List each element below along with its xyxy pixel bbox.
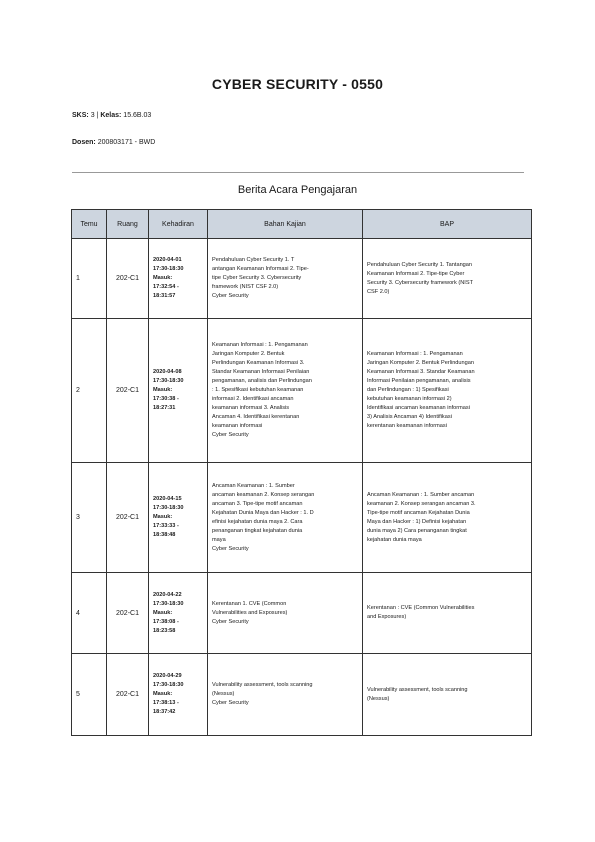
kehadiran-line: 18:37:42 (153, 709, 176, 715)
kehadiran-line: 17:38:13 - (153, 700, 179, 706)
bap-line: Security 3. Cybersecurity framework (NIST (367, 279, 473, 286)
lecturer-meta (72, 139, 155, 146)
bahan-line: Cyber Security (212, 432, 249, 438)
bahan-line: Keamanan Informasi : 1. Pengamanan (212, 342, 308, 348)
table-row (72, 319, 532, 463)
bahan-line: antangan Keamanan Informasi 2. Tipe- (212, 266, 309, 272)
table-row (72, 654, 532, 736)
bahan-line: Cyber Security (212, 700, 249, 706)
bap-line: dan Perlindungan : 1) Spesifikasi (367, 387, 449, 393)
cell-temu: 4 (72, 573, 107, 654)
cell-kehadiran (149, 239, 208, 319)
kehadiran-line: 18:23:58 (153, 627, 176, 634)
cell-kehadiran (149, 319, 208, 463)
cell-bahan-kajian (208, 573, 363, 654)
course-meta (72, 112, 151, 119)
bahan-line: maya (212, 536, 226, 543)
cell-ruang: 202-C1 (107, 239, 149, 319)
course-title: CYBER SECURITY - 0550 (211, 76, 384, 92)
header-bap: BAP (363, 210, 532, 239)
kehadiran-line: 17:38:08 - (153, 618, 179, 625)
bahan-line: Pendahuluan Cyber Security 1. T (212, 257, 295, 263)
kehadiran-line: 2020-04-08 (153, 369, 182, 375)
header-ruang: Ruang (107, 210, 149, 239)
header-bahan-kajian: Bahan Kajian (208, 210, 363, 239)
kehadiran-line: 2020-04-22 (153, 591, 182, 598)
cell-bap (363, 654, 532, 736)
dosen-value: 200803171 - BWD (97, 139, 156, 146)
cell-bahan-kajian (208, 239, 363, 319)
table-row (72, 463, 532, 573)
kehadiran-line: 18:31:57 (153, 293, 176, 299)
bap-line: Tipe-tipe motif ancaman Kejahatan Dunia (367, 509, 470, 516)
bap-line: CSF 2.0) (367, 288, 390, 295)
bap-line: kerentanan keamanan informasi (367, 423, 447, 429)
bap-line: dunia maya 2) Cara penanganan tingkat (367, 527, 467, 534)
kehadiran-line: 2020-04-01 (153, 257, 182, 263)
kehadiran-line: 17:30-18:30 (153, 378, 184, 384)
cell-bap (363, 239, 532, 319)
bahan-line: tipe Cyber Security 3. Cybersecurity (212, 275, 302, 281)
dosen-label: Dosen: (72, 139, 96, 146)
kelas-value: 15.6B.03 (123, 112, 152, 119)
bap-line: kejahatan dunia maya (367, 536, 422, 543)
kehadiran-line: 17:30-18:30 (153, 600, 184, 607)
bahan-line: Cyber Security (212, 293, 249, 299)
kehadiran-line: 18:38:48 (153, 532, 176, 538)
bahan-line: Cyber Security (212, 545, 249, 552)
kehadiran-line: 17:30-18:30 (153, 266, 184, 272)
bap-line: 3) Analisis Ancaman 4) Identifikasi (367, 414, 452, 420)
kehadiran-line: 17:30:38 - (153, 396, 179, 402)
cell-ruang: 202-C1 (107, 463, 149, 573)
table-header-row (72, 210, 532, 239)
bap-line: (Nessus) (367, 695, 390, 702)
header-temu: Temu (72, 210, 107, 239)
kehadiran-line: 17:30-18:30 (153, 505, 184, 511)
bahan-line: pengamanan, analisis dan Perlindungan (212, 378, 312, 384)
kehadiran-line: Masuk: (153, 387, 173, 393)
cell-kehadiran (149, 573, 208, 654)
bap-line: kebutuhan keamanan informasi 2) (367, 396, 452, 402)
bap-line: Vulnerability assessment, tools scanning (367, 686, 468, 693)
bahan-line: informasi 2. Identifikasi ancaman (212, 396, 294, 402)
cell-temu: 1 (72, 239, 107, 319)
bahan-line: Kerentanan 1. CVE (Common (212, 600, 287, 607)
bahan-line: : 1. Spesifikasi kebutuhan keamanan (212, 387, 304, 393)
bahan-line: ancaman keamanan 2. Konsep serangan (212, 491, 315, 498)
divider (72, 172, 524, 173)
kehadiran-line: Masuk: (153, 514, 173, 520)
sks-value: 3 (90, 112, 95, 119)
bap-line: Keamanan Informasi : 1. Pengamanan (367, 351, 463, 357)
bahan-line: Vulnerability assessment, tools scanning (212, 682, 313, 688)
bahan-line: penanganan tingkat kejahatan dunia (212, 527, 303, 534)
cell-bap (363, 319, 532, 463)
meta-separator: | (96, 112, 99, 119)
bap-line: Keamanan Informasi 3. Standar Keamanan (367, 369, 475, 375)
sks-label: SKS: (72, 112, 89, 119)
cell-kehadiran (149, 654, 208, 736)
cell-temu: 5 (72, 654, 107, 736)
kehadiran-line: Masuk: (153, 275, 173, 281)
cell-kehadiran (149, 463, 208, 573)
cell-ruang: 202-C1 (107, 573, 149, 654)
bahan-line: (Nessus) (212, 691, 235, 697)
bap-line: Jaringan Komputer 2. Bentuk Perlindungan (367, 360, 474, 366)
bap-line: Keamanan Informasi 2. Tipe-tipe Cyber (367, 270, 465, 277)
bap-line: Ancaman Keamanan : 1. Sumber ancaman (367, 491, 475, 498)
bahan-line: Perlindungan Keamanan Informasi 3. (212, 360, 305, 366)
bahan-line: Ancaman Keamanan : 1. Sumber (212, 482, 295, 489)
kehadiran-line: 17:30-18:30 (153, 682, 184, 688)
bap-line: Maya dan Hacker : 1) Definisi kejahatan (367, 518, 467, 525)
kelas-label: Kelas: (100, 112, 122, 119)
bahan-line: keamanan informasi (212, 423, 263, 429)
cell-ruang: 202-C1 (107, 319, 149, 463)
kehadiran-line: 2020-04-29 (153, 673, 182, 679)
table-row (72, 573, 532, 654)
bap-line: Identifikasi ancaman keamanan informasi (367, 405, 470, 411)
bahan-line: Jaringan Komputer 2. Bentuk (212, 351, 285, 357)
bahan-line: Vulnerabilities and Exposures) (212, 609, 288, 616)
bahan-line: Cyber Security (212, 618, 249, 625)
cell-bahan-kajian (208, 463, 363, 573)
cell-bahan-kajian (208, 319, 363, 463)
bahan-line: Kejahatan Dunia Maya dan Hacker : 1. D (212, 509, 314, 516)
cell-ruang: 202-C1 (107, 654, 149, 736)
section-title: Berita Acara Pengajaran (237, 184, 358, 196)
bap-line: Kerentanan : CVE (Common Vulnerabilities (367, 605, 475, 611)
cell-temu: 2 (72, 319, 107, 463)
bahan-line: ancaman 3. Tipe-tipe motif ancaman (212, 500, 303, 507)
kehadiran-line: 17:32:54 - (153, 284, 179, 290)
bap-table (71, 209, 532, 736)
kehadiran-line: Masuk: (153, 609, 173, 616)
bahan-line: keamanan informasi 3. Analisis (212, 405, 290, 411)
cell-bap (363, 463, 532, 573)
bahan-line: efinisi kejahatan dunia maya 2. Cara (212, 518, 303, 525)
bap-line: and Exposures) (367, 614, 407, 620)
kehadiran-line: Masuk: (153, 691, 173, 697)
bahan-line: Ancaman 4. Identifikasi kerentanan (212, 414, 300, 420)
bahan-line: Standar Keamanan Informasi Penilaian (212, 369, 310, 375)
cell-temu: 3 (72, 463, 107, 573)
bap-line: keamanan 2. Konsep serangan ancaman 3. (367, 500, 476, 507)
kehadiran-line: 17:33:33 - (153, 523, 179, 529)
cell-bap (363, 573, 532, 654)
kehadiran-line: 2020-04-15 (153, 496, 182, 502)
bahan-line: framework (NIST CSF 2.0) (212, 284, 279, 290)
header-kehadiran: Kehadiran (149, 210, 208, 239)
table-row (72, 239, 532, 319)
bap-line: Pendahuluan Cyber Security 1. Tantangan (367, 261, 473, 268)
bap-line: Informasi Penilaian pengamanan, analisis (367, 378, 471, 384)
kehadiran-line: 18:27:31 (153, 405, 176, 411)
cell-bahan-kajian (208, 654, 363, 736)
